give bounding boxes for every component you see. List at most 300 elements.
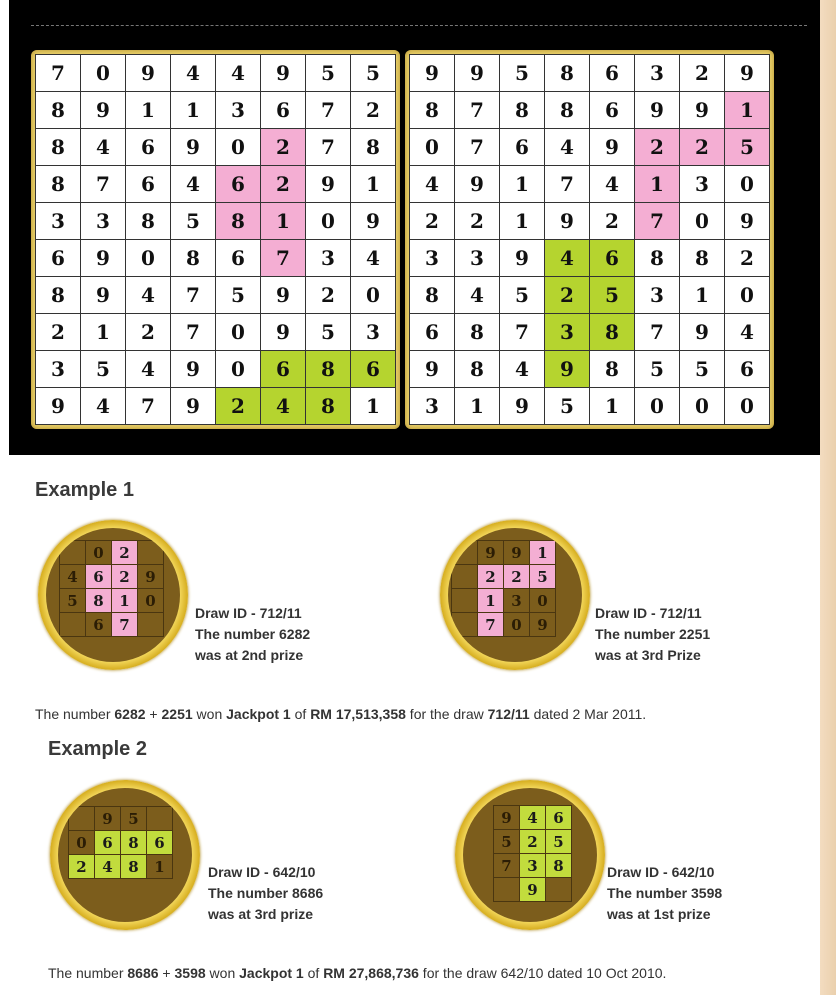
grid-cell (69, 807, 95, 831)
grid-cell: 9 (261, 55, 306, 92)
grid-row (410, 314, 770, 351)
grid-cell: 2 (36, 314, 81, 351)
summary-text: for the draw 642/10 dated 10 Oct 2010. (418, 965, 667, 981)
grid-cell: 4 (81, 388, 126, 425)
grid-cell: 0 (351, 277, 396, 314)
grid-row (60, 565, 164, 589)
grid-row (36, 55, 396, 92)
grid-cell: 6 (261, 351, 306, 388)
summary-text: + (158, 965, 175, 981)
grid-row (452, 613, 556, 637)
grid-cell (494, 878, 520, 902)
grid-cell: 3 (455, 240, 500, 277)
grid-cell: 3 (520, 854, 546, 878)
zoom-circle-6282 (38, 520, 188, 670)
grid-cell: 3 (410, 388, 455, 425)
grid-cell: 8 (306, 351, 351, 388)
caption-line: The number 3598 (607, 885, 723, 901)
grid-cell: 0 (138, 589, 164, 613)
summary-emphasis: Jackpot 1 (239, 965, 304, 981)
grid-cell: 7 (306, 129, 351, 166)
caption-2251 (595, 603, 710, 666)
grid-row (60, 613, 164, 637)
grid-cell: 2 (680, 55, 725, 92)
grid-cell: 8 (410, 277, 455, 314)
grid-cell: 8 (590, 314, 635, 351)
grid-row (36, 166, 396, 203)
grid-cell: 9 (455, 55, 500, 92)
grid-cell: 7 (455, 92, 500, 129)
grid-cell (452, 541, 478, 565)
grid-cell: 6 (590, 92, 635, 129)
grid-cell: 8 (216, 203, 261, 240)
grid-cell: 9 (306, 166, 351, 203)
grid-cell: 5 (81, 351, 126, 388)
grid-cell: 1 (351, 388, 396, 425)
grid-row (494, 878, 572, 902)
grid-cell: 9 (545, 203, 590, 240)
grid-cell: 1 (126, 92, 171, 129)
grid-cell: 0 (530, 589, 556, 613)
grid-cell: 2 (69, 855, 95, 879)
grid-cell: 1 (351, 166, 396, 203)
grid-cell: 9 (138, 565, 164, 589)
zoom-grid-6282 (59, 540, 164, 637)
grid-row (69, 807, 173, 831)
summary-text: of (303, 965, 324, 981)
grid-cell: 7 (306, 92, 351, 129)
caption-line: was at 1st prize (607, 906, 711, 922)
grid-cell: 5 (351, 55, 396, 92)
grid-cell: 1 (81, 314, 126, 351)
grid-cell: 9 (500, 388, 545, 425)
grid-cell: 7 (126, 388, 171, 425)
caption-line: was at 3rd prize (208, 906, 314, 922)
grid-row (410, 351, 770, 388)
grid-cell: 8 (121, 831, 147, 855)
grid-cell: 7 (171, 314, 216, 351)
grid-cell: 8 (36, 92, 81, 129)
grid-cell: 1 (725, 92, 770, 129)
grid-cell: 5 (500, 277, 545, 314)
grid-cell: 9 (494, 806, 520, 830)
grid-cell: 0 (216, 314, 261, 351)
summary-text: for the draw (405, 706, 488, 722)
grid-cell: 6 (410, 314, 455, 351)
grid-cell: 1 (500, 166, 545, 203)
grid-cell: 1 (478, 589, 504, 613)
grid-cell: 8 (545, 55, 590, 92)
caption-3598 (607, 862, 722, 925)
example-1-heading: Example 1 (35, 479, 134, 501)
caption-8686 (208, 862, 323, 925)
caption-line: was at 3rd Prize (595, 647, 701, 663)
example-1-summary (35, 706, 646, 722)
summary-emphasis: 2251 (161, 706, 193, 722)
grid-cell: 9 (171, 129, 216, 166)
grid-cell: 8 (500, 92, 545, 129)
grid-cell: 1 (500, 203, 545, 240)
grid-row (410, 240, 770, 277)
zoom-circle-2251 (440, 520, 590, 670)
grid-cell: 5 (60, 589, 86, 613)
grid-cell: 3 (680, 166, 725, 203)
grid-row (36, 240, 396, 277)
summary-text: won (205, 965, 240, 981)
dashed-divider (31, 25, 807, 26)
grid-cell: 9 (261, 314, 306, 351)
grid-cell: 1 (635, 166, 680, 203)
grid-cell: 6 (216, 166, 261, 203)
grid-cell: 7 (81, 166, 126, 203)
grid-cell: 2 (410, 203, 455, 240)
example-2-summary (48, 965, 666, 981)
summary-text: of (290, 706, 311, 722)
grid-cell: 7 (112, 613, 138, 637)
grid-cell: 5 (680, 351, 725, 388)
grid-cell: 6 (95, 831, 121, 855)
grid-cell: 9 (95, 807, 121, 831)
grid-cell: 0 (81, 55, 126, 92)
grid-cell: 8 (455, 351, 500, 388)
grid-cell: 2 (520, 830, 546, 854)
grid-cell: 9 (171, 388, 216, 425)
grid-cell: 4 (545, 240, 590, 277)
grid-cell (452, 565, 478, 589)
grid-cell: 7 (494, 854, 520, 878)
grid-cell: 9 (36, 388, 81, 425)
grid-cell: 8 (546, 854, 572, 878)
caption-line: Draw ID - 642/10 (208, 864, 316, 880)
grid-row (410, 129, 770, 166)
grid-row (36, 92, 396, 129)
grid-cell: 6 (590, 55, 635, 92)
grid-cell: 2 (216, 388, 261, 425)
grid-cell: 0 (635, 388, 680, 425)
grid-cell: 1 (455, 388, 500, 425)
grid-cell: 5 (545, 388, 590, 425)
summary-text: won (192, 706, 227, 722)
grid-cell: 4 (410, 166, 455, 203)
grid-cell: 7 (635, 203, 680, 240)
grid-cell: 9 (590, 129, 635, 166)
grid-cell: 8 (36, 166, 81, 203)
example-2-heading: Example 2 (48, 738, 147, 760)
grid-cell: 3 (504, 589, 530, 613)
grid-cell: 9 (725, 203, 770, 240)
grid-cell (546, 878, 572, 902)
grid-cell: 2 (545, 277, 590, 314)
grid-cell: 6 (126, 129, 171, 166)
grid-row (36, 314, 396, 351)
grid-row (69, 855, 173, 879)
grid-cell: 2 (680, 129, 725, 166)
grid-cell: 8 (351, 129, 396, 166)
zoom-grid-2251 (451, 540, 556, 637)
grid-cell: 4 (171, 166, 216, 203)
grid-cell: 8 (635, 240, 680, 277)
grid-cell: 9 (171, 351, 216, 388)
summary-text: The number (35, 706, 115, 722)
grid-cell: 0 (725, 388, 770, 425)
grid-cell: 9 (478, 541, 504, 565)
grid-cell: 7 (455, 129, 500, 166)
grid-cell: 7 (635, 314, 680, 351)
grid-cell: 5 (635, 351, 680, 388)
zoom-circle-3598 (455, 780, 605, 930)
grid-cell: 1 (171, 92, 216, 129)
grid-cell: 0 (306, 203, 351, 240)
grid-row (60, 589, 164, 613)
grid-row (69, 831, 173, 855)
grid-cell: 0 (680, 388, 725, 425)
grid-cell: 4 (95, 855, 121, 879)
grid-cell: 9 (261, 277, 306, 314)
grid-cell: 6 (725, 351, 770, 388)
grid-cell: 4 (590, 166, 635, 203)
grid-cell: 7 (36, 55, 81, 92)
grid-cell: 9 (504, 541, 530, 565)
zoom-grid-3598 (493, 805, 572, 902)
grid-cell: 0 (504, 613, 530, 637)
summary-emphasis: RM 17,513,358 (310, 706, 406, 722)
grid-cell: 4 (216, 55, 261, 92)
grid-cell: 0 (86, 541, 112, 565)
grid-cell: 3 (36, 203, 81, 240)
grid-row (36, 129, 396, 166)
grid-cell: 9 (725, 55, 770, 92)
number-grid-right-frame (405, 50, 774, 429)
grid-cell: 3 (306, 240, 351, 277)
grid-cell: 9 (351, 203, 396, 240)
summary-emphasis: 6282 (114, 706, 146, 722)
grid-row (36, 388, 396, 425)
grid-cell: 7 (500, 314, 545, 351)
grid-cell (452, 613, 478, 637)
grid-cell: 0 (680, 203, 725, 240)
grid-cell: 3 (635, 55, 680, 92)
grid-cell: 9 (81, 240, 126, 277)
grid-cell: 4 (545, 129, 590, 166)
grid-cell: 9 (545, 351, 590, 388)
grid-cell: 0 (410, 129, 455, 166)
grid-cell: 4 (725, 314, 770, 351)
caption-line: Draw ID - 712/11 (595, 605, 702, 621)
grid-cell: 4 (351, 240, 396, 277)
grid-cell: 3 (410, 240, 455, 277)
grid-cell: 2 (112, 565, 138, 589)
grid-cell (138, 613, 164, 637)
grid-cell: 0 (216, 129, 261, 166)
grid-cell (452, 589, 478, 613)
grid-cell: 0 (216, 351, 261, 388)
grid-cell: 8 (171, 240, 216, 277)
grid-cell: 8 (680, 240, 725, 277)
grid-cell: 4 (520, 806, 546, 830)
grid-row (410, 388, 770, 425)
grid-cell: 8 (36, 277, 81, 314)
grid-cell: 8 (410, 92, 455, 129)
grid-cell: 2 (126, 314, 171, 351)
grid-cell: 9 (500, 240, 545, 277)
grid-cell: 1 (590, 388, 635, 425)
grid-cell: 2 (455, 203, 500, 240)
grid-cell: 8 (126, 203, 171, 240)
summary-emphasis: 8686 (127, 965, 159, 981)
grid-cell: 2 (261, 166, 306, 203)
grid-row (36, 277, 396, 314)
grid-row (36, 203, 396, 240)
grid-cell: 6 (590, 240, 635, 277)
grid-cell: 2 (635, 129, 680, 166)
grid-cell: 8 (590, 351, 635, 388)
grid-cell: 8 (86, 589, 112, 613)
grid-cell: 2 (725, 240, 770, 277)
page-edge (820, 0, 836, 995)
grid-cell: 1 (530, 541, 556, 565)
grid-row (410, 92, 770, 129)
grid-cell: 5 (216, 277, 261, 314)
grid-cell: 8 (545, 92, 590, 129)
grid-row (452, 541, 556, 565)
grid-cell: 6 (36, 240, 81, 277)
number-grid-left (35, 54, 396, 425)
grid-cell: 9 (81, 92, 126, 129)
grid-cell: 3 (635, 277, 680, 314)
grid-cell: 4 (261, 388, 306, 425)
grid-cell: 5 (121, 807, 147, 831)
grid-cell: 6 (86, 565, 112, 589)
grid-cell: 2 (112, 541, 138, 565)
grid-cell: 7 (261, 240, 306, 277)
grid-cell: 3 (351, 314, 396, 351)
grid-cell: 3 (36, 351, 81, 388)
grid-row (410, 166, 770, 203)
grid-cell: 0 (725, 277, 770, 314)
grid-cell: 8 (306, 388, 351, 425)
grid-cell (138, 541, 164, 565)
grid-row (452, 565, 556, 589)
grid-cell (147, 807, 173, 831)
grid-cell: 9 (530, 613, 556, 637)
grid-cell: 5 (494, 830, 520, 854)
grid-cell: 6 (261, 92, 306, 129)
grid-cell: 9 (455, 166, 500, 203)
grid-cell: 2 (261, 129, 306, 166)
summary-emphasis: RM 27,868,736 (323, 965, 419, 981)
grid-row (494, 806, 572, 830)
number-grid-left-frame (31, 50, 400, 429)
grid-cell: 5 (546, 830, 572, 854)
caption-line: was at 2nd prize (195, 647, 304, 663)
grid-cell: 9 (680, 314, 725, 351)
grid-cell: 1 (680, 277, 725, 314)
caption-line: The number 8686 (208, 885, 324, 901)
grid-cell: 5 (306, 55, 351, 92)
grid-cell: 0 (69, 831, 95, 855)
grid-cell: 5 (171, 203, 216, 240)
grid-cell: 6 (86, 613, 112, 637)
caption-line: Draw ID - 642/10 (607, 864, 715, 880)
grid-cell: 5 (530, 565, 556, 589)
grid-cell: 8 (36, 129, 81, 166)
grid-cell: 6 (546, 806, 572, 830)
grid-cell: 8 (455, 314, 500, 351)
grid-cell: 4 (81, 129, 126, 166)
caption-line: The number 2251 (595, 626, 711, 642)
summary-text: + (145, 706, 162, 722)
grid-cell: 1 (261, 203, 306, 240)
caption-line: The number 6282 (195, 626, 311, 642)
grid-cell: 8 (121, 855, 147, 879)
grid-row (452, 589, 556, 613)
grid-cell: 5 (306, 314, 351, 351)
grid-cell: 0 (126, 240, 171, 277)
grid-cell: 6 (126, 166, 171, 203)
grid-cell: 6 (216, 240, 261, 277)
grid-cell: 5 (725, 129, 770, 166)
grid-cell: 4 (171, 55, 216, 92)
grid-cell: 2 (351, 92, 396, 129)
grid-cell: 4 (455, 277, 500, 314)
grid-cell: 7 (545, 166, 590, 203)
grid-cell: 4 (126, 277, 171, 314)
grid-cell: 9 (680, 92, 725, 129)
zoom-grid-8686 (68, 806, 173, 879)
grid-cell: 2 (306, 277, 351, 314)
summary-emphasis: 3598 (174, 965, 206, 981)
grid-cell: 4 (500, 351, 545, 388)
grid-row (494, 854, 572, 878)
grid-cell (60, 541, 86, 565)
grid-cell: 4 (60, 565, 86, 589)
summary-emphasis: Jackpot 1 (226, 706, 291, 722)
grid-cell: 2 (590, 203, 635, 240)
grid-cell: 9 (520, 878, 546, 902)
summary-emphasis: 712/11 (487, 706, 530, 722)
grid-cell: 0 (725, 166, 770, 203)
number-grid-right (409, 54, 770, 425)
summary-text: The number (48, 965, 128, 981)
grid-row (410, 203, 770, 240)
grid-row (410, 277, 770, 314)
grid-cell: 5 (590, 277, 635, 314)
caption-6282 (195, 603, 310, 666)
grid-cell: 4 (126, 351, 171, 388)
grid-row (494, 830, 572, 854)
grid-cell: 7 (171, 277, 216, 314)
grid-cell: 9 (635, 92, 680, 129)
summary-text: dated 2 Mar 2011. (529, 706, 647, 722)
grid-cell: 2 (504, 565, 530, 589)
grid-cell: 9 (126, 55, 171, 92)
grid-cell (60, 613, 86, 637)
grid-cell: 3 (81, 203, 126, 240)
zoom-circle-8686 (50, 780, 200, 930)
grid-cell: 6 (500, 129, 545, 166)
grid-row (410, 55, 770, 92)
grid-row (60, 541, 164, 565)
grid-cell: 9 (81, 277, 126, 314)
grid-cell: 6 (147, 831, 173, 855)
grid-cell: 5 (500, 55, 545, 92)
grid-cell: 1 (147, 855, 173, 879)
grid-cell: 3 (545, 314, 590, 351)
grid-cell: 3 (216, 92, 261, 129)
grid-cell: 9 (410, 55, 455, 92)
grid-cell: 1 (112, 589, 138, 613)
grid-cell: 9 (410, 351, 455, 388)
